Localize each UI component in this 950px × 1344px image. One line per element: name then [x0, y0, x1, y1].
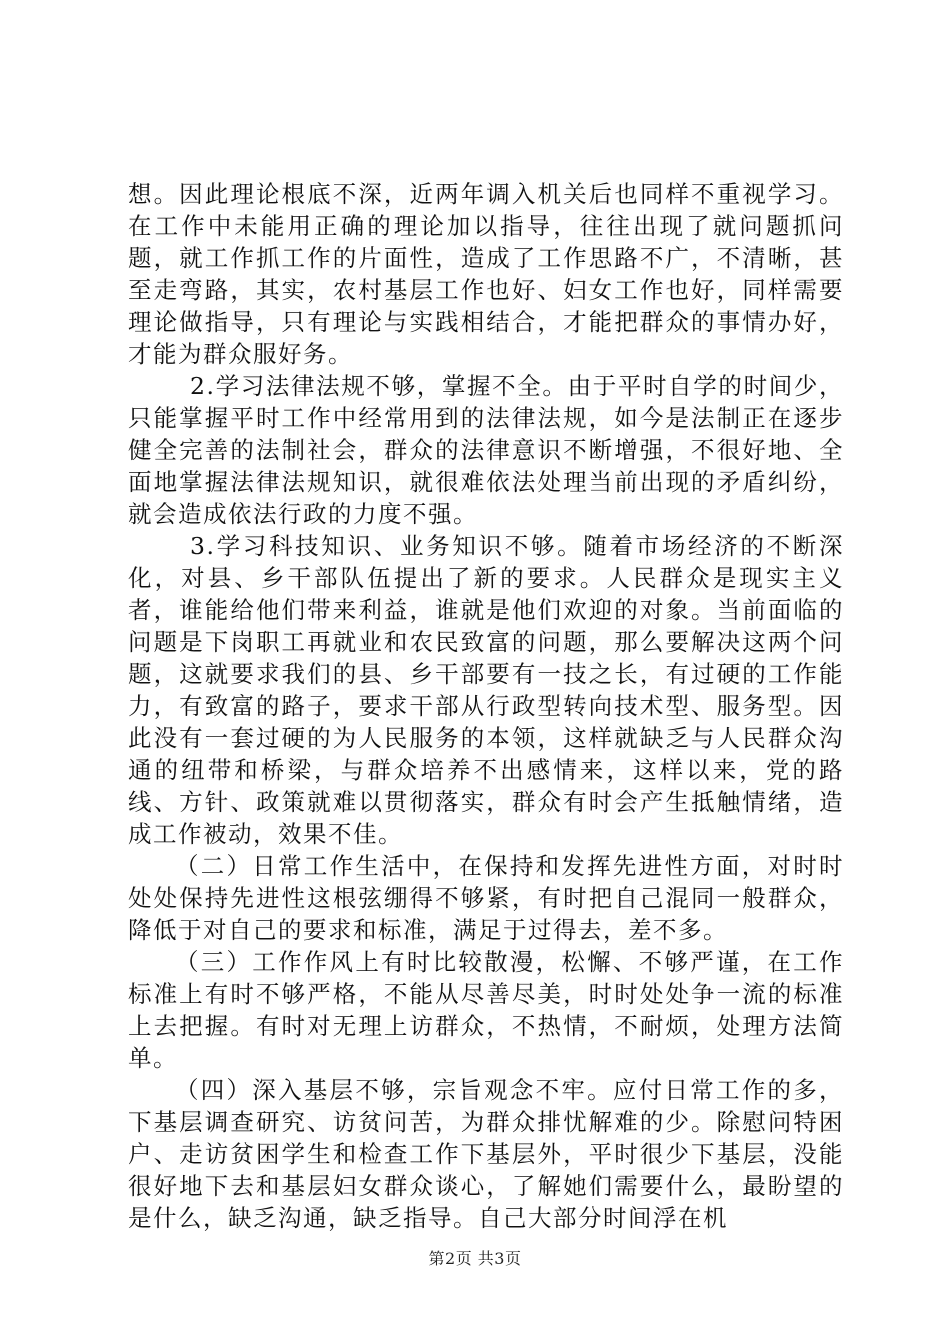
paragraph-law-study: 2.学习法律法规不够，掌握不全。由于平时自学的时间少，只能掌握平时工作中经常用到的法律法规，如今是法制正在逐步健全完善的法制社会，群众的法律意识不断增强，不很好地、全面地掌握法律法规知识，就很难依法处理当前出现的矛盾纠纷，就会造成依法行政的力度不强。: [128, 372, 844, 528]
page-number-footer: 第2页 共3页: [428, 1249, 522, 1268]
document-body: [128, 178, 844, 1234]
paragraph-section-three: （三）工作作风上有时比较散漫，松懈、不够严谨，在工作标准上有时不够严格，不能从尽善尽美，时时处处争一流的标准上去把握。有时对无理上访群众，不热情，不耐烦，处理方法简单。: [128, 948, 844, 1072]
paragraph-section-four: （四）深入基层不够，宗旨观念不牢。应付日常工作的多，下基层调查研究、访贫问苦，为群众排忧解难的少。除慰问特困户、走访贫困学生和检查工作下基层外，平时很少下基层，没能很好地下去和基层妇女群众谈心，了解她们需要什么，最盼望的是什么，缺乏沟通，缺乏指导。自己大部分时间浮在机: [128, 1076, 844, 1232]
paragraph-tech-study: 3.学习科技知识、业务知识不够。随着市场经济的不断深化，对县、乡干部队伍提出了新的要求。人民群众是现实主义者，谁能给他们带来利益，谁就是他们欢迎的对象。当前面临的问题是下岗职工再就业和农民致富的问题，那么要解决这两个问题，这就要求我们的县、乡干部要有一技之长，有过硬的工作能力，有致富的路子，要求干部从行政型转向技术型、服务型。因此没有一套过硬的为人民服务的本领，这样就缺乏与人民群众沟通的纽带和桥梁，与群众培养不出感情来，这样以来，党的路线、方针、政策就难以贯彻落实，群众有时会产生抵触情绪，造成工作被动，效果不佳。: [128, 532, 844, 848]
paragraph-section-two: （二）日常工作生活中，在保持和发挥先进性方面，对时时处处保持先进性这根弦绷得不够紧，有时把自己混同一般群众，降低于对自己的要求和标准，满足于过得去，差不多。: [128, 852, 844, 944]
paragraph-continuation: 想。因此理论根底不深，近两年调入机关后也同样不重视学习。在工作中未能用正确的理论加以指导，往往出现了就问题抓问题，就工作抓工作的片面性，造成了工作思路不广，不清晰，甚至走弯路，其实，农村基层工作也好、妇女工作也好，同样需要理论做指导，只有理论与实践相结合，才能把群众的事情办好，才能为群众服好务。: [128, 180, 844, 368]
